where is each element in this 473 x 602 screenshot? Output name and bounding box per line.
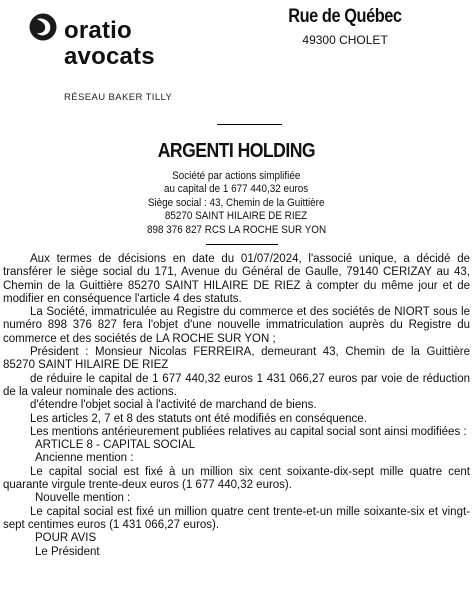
mention-label: Nouvelle mention :	[35, 492, 131, 505]
paragraph: La Société, immatriculée au Registre du commerce et des sociétés de NIORT sous le numéro 898 376 827 fera l'objet d'une nouvelle immatriculation auprès du Registre du commerce et des sociétés de LA ROCHE SUR YON ;	[3, 306, 470, 345]
paragraph: Les mentions antérieurement publiées relatives au capital social sont ainsi modifiées :	[30, 425, 467, 438]
article-heading: ARTICLE 8 - CAPITAL SOCIAL	[35, 439, 196, 452]
company-info-line: Siège social : 43, Chemin de la Guittière	[148, 196, 325, 209]
city-address: 49300 CHOLET	[302, 33, 388, 47]
company-name	[0, 140, 473, 163]
company-info-line: Société par actions simplifiée	[172, 170, 301, 182]
brand-line-1: oratio	[64, 17, 132, 44]
divider-top	[217, 124, 282, 125]
paragraph: Président : Monsieur Nicolas FERREIRA, demeurant 43, Chemin de la Guittière 85270 SAINT HILAIRE DE RIEZ	[3, 346, 470, 372]
signature-line: Le Président	[35, 545, 100, 558]
company-info-line: au capital de 1 677 440,32 euros	[164, 183, 309, 196]
company-name-text: ARGENTI HOLDING	[157, 140, 316, 162]
paragraph: Les articles 2, 7 et 8 des statuts ont été modifiés en conséquence.	[30, 412, 367, 425]
company-info-line: 85270 SAINT HILAIRE DE RIEZ	[165, 210, 308, 223]
address-block	[279, 6, 411, 47]
street-address: Rue de Québec	[288, 6, 402, 27]
notice-body	[3, 253, 470, 559]
brand-name	[30, 18, 155, 70]
paragraph: Le capital social est fixé un million quatre cent trente-et-un mille soixante-six et vingt-sept centimes euros (1 431 066,27 euros).	[3, 505, 470, 531]
network-name: RÉSEAU BAKER TILLY	[64, 92, 173, 103]
company-info-line: 898 376 827 RCS LA ROCHE SUR YON	[146, 223, 327, 236]
closing-line: POUR AVIS	[35, 532, 97, 545]
paragraph: de réduire le capital de 1 677 440,32 euros 1 431 066,27 euros par voie de réduction de la valeur nominale des actions.	[3, 372, 470, 398]
brand-line-2: avocats	[64, 43, 155, 70]
divider-bottom	[206, 244, 278, 245]
company-info	[0, 170, 473, 237]
paragraph: d'étendre l'objet social à l'activité de marchand de biens.	[30, 399, 317, 412]
mention-label: Ancienne mention :	[35, 452, 134, 465]
paragraph: Aux termes de décisions en date du 01/07/2024, l'associé unique, a décidé de transférer le siège social du 171, Avenue du Général de Gaulle, 79140 CERIZAY au 43, Chemin de la Guittière 85270 SAINT HILAIRE DE RIEZ à compter du même jour et de modifier en conséquence l'article 4 des statuts.	[3, 253, 470, 305]
paragraph: Le capital social est fixé à un million six cent soixante-dix-sept mille quatre cent quarante virgule trente-deux euros (1 677 440,32 euros).	[3, 465, 470, 492]
